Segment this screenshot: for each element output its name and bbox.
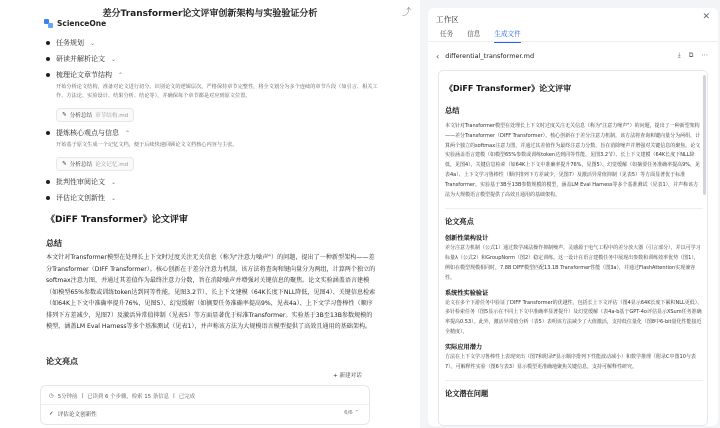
step-dot-icon	[46, 73, 50, 77]
close-icon[interactable]: ✕	[702, 12, 710, 22]
step-dot-icon	[46, 57, 50, 61]
status-time: 5分钟前	[57, 394, 78, 400]
edit-icon: ✎	[62, 112, 67, 118]
markdown-viewer[interactable]	[438, 70, 708, 426]
brand	[44, 19, 106, 28]
md-title: 《DiFF Transformer》论文评审	[445, 84, 572, 93]
step-progress[interactable]: 6/6 ⌃	[344, 410, 359, 416]
tab-generated-files[interactable]: 生成文件	[494, 28, 520, 43]
chip-file: 章节结构.md	[95, 113, 129, 119]
step-description: 开始基于原文生成一个记忆文档，便于后续快速回顾论文文档核心内容与主张。	[56, 142, 238, 148]
md-paragraph: 论文在多个下游任务中验证了DIFF Transformer的优越性，包括长上下文评估（图4显示64K长度下累积NLL更低）、多针检索任务（图5显示在不同上下文中准确率显著提升）及幻觉缓解（表4a-b基于GPT-4o评估显示XSum任务准确率提高0.53）。此外，激活异常值分析（表5）表明该方法减少了大值激活，支持低位量化（图8中6-bit量化性能接近全精度）。	[445, 299, 703, 335]
doc-heading-highlights: 论文亮点	[46, 357, 78, 366]
tab-tasks[interactable]: 任务	[440, 30, 454, 38]
brand-name: ScienceOne	[57, 19, 107, 28]
edit-icon: ✎	[62, 161, 67, 167]
step-label: 梳理论文章节结构	[56, 71, 112, 79]
download-icon[interactable]: ⤓	[677, 51, 681, 59]
doc-title: 《DiFF Transformer》论文评审	[46, 215, 188, 225]
step-label: 提炼核心观点与信息	[56, 129, 119, 137]
md-subheading: 创新性架构设计	[445, 235, 489, 243]
step-dot-icon	[46, 180, 50, 184]
md-heading-summary: 总结	[445, 106, 460, 115]
file-actions	[678, 51, 708, 60]
step-item[interactable]	[46, 35, 386, 51]
scrollbar[interactable]	[703, 75, 706, 195]
status-state: 已完成	[178, 394, 196, 400]
md-paragraph: 方法在上下文学习鲁棒性上表现突出（图7和附录F显示顺序排列下性能波动减小）和数学推理（附录C中图10与表7）。可解释性实验（图6与表3）显示模型更准确地聚焦关键信息，支持可解释性研究。	[445, 353, 696, 370]
chevron-up-icon: ⌃	[354, 410, 359, 416]
new-chat-button[interactable]: + 新建对话	[333, 373, 362, 379]
current-step[interactable]	[49, 410, 97, 418]
step-label: 研读并解析论文	[56, 55, 105, 63]
copy-icon[interactable]: ⧉	[688, 51, 694, 59]
md-subheading: 系统性实验验证	[445, 289, 489, 297]
chevron-down-icon[interactable]: ⌄	[111, 194, 117, 202]
step-item[interactable]	[46, 174, 386, 190]
chevron-down-icon[interactable]: ⌄	[111, 178, 117, 186]
step-dot-icon	[46, 41, 50, 45]
chevron-up-icon[interactable]: ⌃	[125, 129, 131, 137]
file-header	[436, 48, 710, 64]
divider	[41, 404, 369, 405]
step-list	[46, 35, 386, 206]
workspace-panel	[428, 8, 718, 426]
md-heading-highlights: 论文亮点	[445, 217, 474, 227]
chevron-down-icon[interactable]: ⌄	[111, 55, 117, 63]
task-status: ◷ 5分钟前 | 已读到 6 个步骤，检索 15 条信息 | 已完成	[49, 393, 196, 400]
md-heading-issues: 论文潜在问题	[445, 389, 489, 399]
markdown-content	[445, 83, 703, 405]
back-icon[interactable]: ‹	[436, 51, 440, 61]
step-label: 批判性审阅论文	[56, 178, 105, 186]
chevron-up-icon[interactable]: ⌃	[118, 71, 124, 79]
share-icon[interactable]: ⤴	[402, 8, 412, 18]
chip-label: 分析总结	[69, 113, 93, 119]
step-item[interactable]	[46, 51, 386, 67]
check-icon: ✓	[49, 411, 54, 417]
step-dot-icon	[46, 131, 50, 135]
chip-label: 分析总结	[69, 162, 93, 168]
md-summary: 本文针对Transformer模型在处理长上下文时过度关注无关信息（称为"注意力噪声"）的问题，提出了一种新型架构——差分Transformer（DIFF Transformer）。核心创新在于差分注意力机制，该方法将查询和键向量分为两组，计算两个独立的softmax注意力图，并通过其差值作为最终注意力分数，旨在消除噪声并增强对关键信息的聚焦。论文实验涵盖语言建模（如模型65%参数或训练token达到同等性能，见图3.2节）、长上下文建模（64K长度下NLL降低，见图4）、关键信息检索（如64K上下文中准确率提升76%，见图5）、幻觉缓解（如摘要任务准确率提高9%，见表4a）、上下文学习鲁棒性（顺序排列下方差减少，见图7）及激活异常值抑制（见表5）等方面显著优于标准Transformer。实验基于3B至13B参数规模的模型，涵盖LM Eval Harness等多个基准测试（见表1），并声称该方法为大规模语言模型提供了高效且通用的基础架构。	[445, 123, 701, 198]
divider	[445, 380, 703, 381]
step-label: 评估论文创新性	[56, 194, 105, 202]
divider	[445, 208, 703, 209]
file-chip[interactable]	[56, 108, 134, 122]
divider	[428, 41, 718, 42]
file-chip[interactable]	[56, 157, 134, 171]
chevron-down-icon[interactable]: ⌄	[90, 39, 96, 47]
md-paragraph: 差分注意力机制（公式1）通过数学减法操作抑制噪声，灵感源于电气工程中的差分放大器（引言部分），并以可学习标量λ（公式2）和GroupNorm（图2）稳定训练。这一设计在语言建模任务中展现出参数和训练效率优势（图1），例如在模型规模相同时，7.8B DIFF模型匹配13.1B Transformer性能（图3a），并通过FlashAttention实现兼容性。	[445, 245, 701, 281]
step-item[interactable]	[46, 125, 386, 141]
tab-info[interactable]: 信息	[467, 30, 481, 38]
md-subheading: 实际应用潜力	[445, 343, 483, 351]
step-dot-icon	[46, 196, 50, 200]
workspace-title: 工作区	[436, 15, 459, 24]
brand-logo-icon	[44, 19, 53, 28]
clock-icon: ◷	[49, 393, 54, 399]
task-status-card[interactable]	[40, 385, 370, 425]
status-read: 已读到 6 个步骤，检索 15 条信息	[87, 394, 169, 400]
chip-file: 论文记忆.md	[95, 162, 129, 168]
more-icon[interactable]: ⋯	[701, 51, 708, 59]
doc-summary: 本文针对Transformer模型在处理长上下文时过度关注无关信息（称为"注意力噪声"）的问题，提出了一种新型架构——差分Transformer（DIFF Transformer）。核心创新在于差分注意力机制，该方法将查询和键向量分为两组，计算两个独立的softmax注意力图，并通过其差值作为最终注意力分数，旨在消除噪声并增强对关键信息的聚焦。论文实验涵盖语言建模（如模型65%参数或训练token达到同等性能，见图3.2节）、长上下文建模（64K长度下NLL降低，见图4）、关键信息检索（如64K上下文中准确率提升76%，见图5）、幻觉缓解（如摘要任务准确率提高9%，见表4a）、上下文学习鲁棒性（顺序排列下方差减少，见图7）及激活异常值抑制（见表5）等方面显著优于标准Transformer。实验基于3B至13B参数规模的模型，涵盖LM Eval Harness等多个基准测试（见表1），并声称该方法为大规模语言模型提供了高效且通用的基础架构。	[46, 254, 376, 330]
file-name: differential_transformer.md	[445, 52, 535, 60]
step-label: 任务规划	[56, 39, 84, 47]
conversation-title: 差分Transformer论文评审创新架构与实验验证分析	[102, 9, 318, 19]
doc-heading-summary: 总结	[46, 239, 62, 248]
current-step-label: 评估论文创新性	[57, 412, 97, 418]
step-item[interactable]	[46, 190, 386, 206]
step-item[interactable]	[46, 67, 386, 83]
step-description: 开始分析论文结构，准备对论文进行切分。识别论文的逻辑层次，严格保持章节完整性，将全文划分为多个连续的章节片段（如引言、相关工作、方法论、实验设计、结果分析、结论等），并确保每个章节都是对应到原文位置。	[56, 84, 378, 99]
